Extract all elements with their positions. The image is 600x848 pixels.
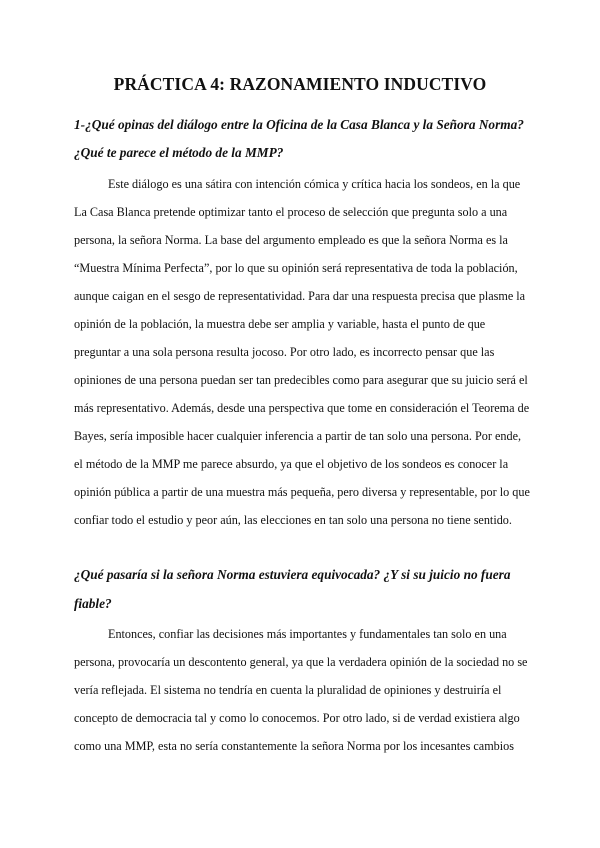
answer-1-line: Este diálogo es una sátira con intención cómica y crítica hacia los sondeos, en la que — [108, 177, 521, 191]
answer-1-line: persona, la señora Norma. La base del argumento empleado es que la señora Norma es la — [74, 233, 508, 247]
question-1-heading-line-2: ¿Qué te parece el método de la MMP? — [74, 145, 284, 160]
answer-1-line: opinión de la población, la muestra debe ser amplia y variable, hasta el punto de que — [74, 317, 486, 331]
answer-2-line: vería reflejada. El sistema no tendría en cuenta la pluralidad de opiniones y destruiría el — [74, 683, 502, 697]
answer-1-line: confiar todo el estudio y peor aún, las elecciones en tan solo una persona no tiene sentido. — [74, 513, 512, 527]
answer-2-line: concepto de democracia tal y como lo conocemos. Por otro lado, si de verdad existiera algo — [74, 711, 520, 725]
answer-2-line: como una MMP, esta no sería constantemente la señora Norma por los incesantes cambios — [74, 739, 514, 753]
answer-1-line: aunque caigan en el sesgo de representatividad. Para dar una respuesta precisa que plasme la — [74, 289, 526, 303]
answer-1-line: Bayes, sería imposible hacer cualquier inferencia a partir de tan solo una persona. Por ende, — [74, 429, 522, 443]
question-2-heading-line-2: fiable? — [74, 596, 112, 611]
answer-2-line: persona, provocaría un descontento general, ya que la verdadera opinión de la sociedad no se — [74, 655, 528, 669]
answer-1-line: opiniones de una persona puedan ser tan predecibles como para asegurar que su juicio será el — [74, 373, 528, 387]
answer-1-line: el método de la MMP me parece absurdo, ya que el objetivo de los sondeos es conocer la — [74, 457, 509, 471]
answer-1-line: más representativo. Además, desde una perspectiva que tome en consideración el Teorema de — [74, 401, 530, 415]
page-title: PRÁCTICA 4: RAZONAMIENTO INDUCTIVO — [113, 74, 487, 94]
question-2-heading-line-1: ¿Qué pasaría si la señora Norma estuviera equivocada? ¿Y si su juicio no fuera — [74, 567, 511, 582]
answer-1-line: preguntar a una sola persona resulta jocoso. Por otro lado, es incorrecto pensar que las — [74, 345, 495, 359]
answer-1-line: La Casa Blanca pretende optimizar tanto el proceso de selección que pregunta solo a una — [74, 205, 508, 219]
question-1-heading-line-1: 1-¿Qué opinas del diálogo entre la Oficina de la Casa Blanca y la Señora Norma? — [74, 117, 524, 132]
answer-2-line: Entonces, confiar las decisiones más importantes y fundamentales tan solo en una — [108, 627, 507, 641]
answer-1-line: opinión pública a partir de una muestra más pequeña, pero diversa y representable, por lo que — [74, 485, 530, 499]
answer-1-line: “Muestra Mínima Perfecta”, por lo que su opinión será representativa de toda la población, — [74, 261, 518, 275]
